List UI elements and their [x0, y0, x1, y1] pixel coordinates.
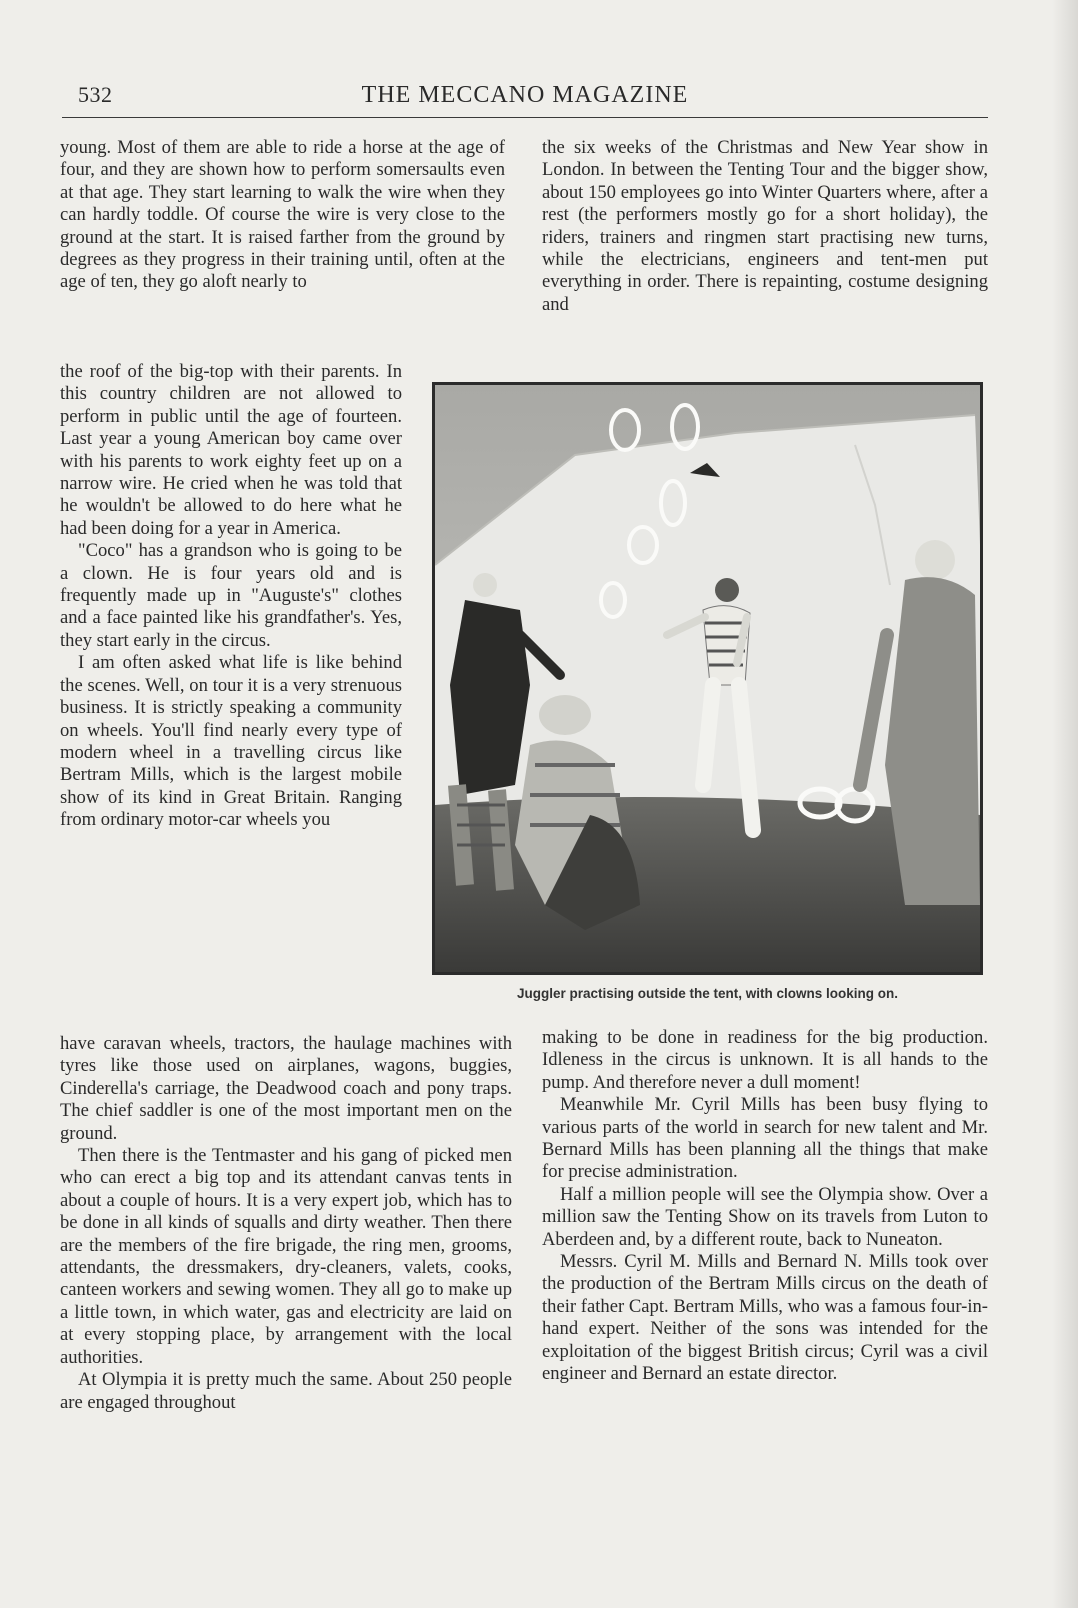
magazine-title: THE MECCANO MAGAZINE: [361, 82, 689, 108]
right-column-top: [542, 137, 988, 316]
paragraph: Messrs. Cyril M. Mills and Bernard N. Mills took over the production of the Bertram Mills circus on the death of their father Capt. Bertram Mills, who was a famous four-in-hand expert. Neither of the sons was intended for the exploitation of the biggest British circus; Cyril was a civil engineer and Bernard an estate director.: [542, 1251, 988, 1385]
paragraph: the six weeks of the Christmas and New Year show in London. In between the Tenting Tour and the bigger show, about 150 employees go into Winter Quarters where, after a rest (the performers mostly go for a short holiday), the riders, trainers and ringmen start practising new turns, while the electricians, engineers and tent-men put everything in order. There is repainting, costume designing and: [542, 137, 988, 315]
page-number: 532: [78, 82, 113, 107]
paragraph: "Coco" has a grandson who is going to be a clown. He is four years old and is frequently made up in "Auguste's" clothes and a face painted like his grandfather's. Yes, they start early in the circus.: [60, 540, 402, 651]
paragraph: Half a million people will see the Olympia show. Over a million saw the Tenting Show on its travels from Luton to Aberdeen and, by a different route, back to Nuneaton.: [542, 1183, 988, 1250]
page-header: [62, 82, 988, 116]
page-edge-shadow: [1052, 0, 1078, 1608]
right-column-bottom: [542, 1027, 988, 1386]
paragraph: young. Most of them are able to ride a horse at the age of four, and they are shown how to perform somersaults even at that age. They start learning to walk the wire when they can hardly toddle. Of course the wire is very close to the ground at the start. It is raised farther from the ground by degrees as they progress in their training until, often at the age of ten, they go aloft nearly to: [60, 137, 505, 293]
juggler-photo: [432, 382, 983, 975]
left-column-beside-photo: [60, 361, 402, 832]
paragraph: Meanwhile Mr. Cyril Mills has been busy flying to various parts of the world in search for new talent and Mr. Bernard Mills has been planning all the things that make for precise administration.: [542, 1094, 988, 1183]
paragraph: the roof of the big-top with their parents. In this country children are not allowed to perform in public until the age of fourteen. Last year a young American boy came over with his parents to work eighty feet up on a narrow wire. He cried when he was told that he wouldn't be allowed to do here what he had been doing for a year in America.: [60, 361, 402, 539]
photo-illustration: [435, 385, 980, 972]
paragraph: making to be done in readiness for the big production. Idleness in the circus is unknown. It is all hands to the pump. And therefore never a dull moment!: [542, 1027, 988, 1093]
photo-caption: Juggler practising outside the tent, with clowns looking on.: [516, 986, 899, 1001]
header-rule: [62, 117, 988, 118]
paragraph: Then there is the Tentmaster and his gang of picked men who can erect a big top and its attendant canvas tents in about a couple of hours. It is a very expert job, which has to be done in all kinds of squalls and dirty weather. Then there are the members of the fire brigade, the ring men, grooms, attendants, the dressmakers, dry-cleaners, valets, cooks, canteen workers and sewing women. They all go to make up a little town, in which water, gas and electricity are laid on at every stopping place, by arrangement with the local authorities.: [60, 1145, 512, 1368]
paragraph: At Olympia it is pretty much the same. About 250 people are engaged throughout: [60, 1369, 512, 1413]
paragraph: I am often asked what life is like behind the scenes. Well, on tour it is a very strenuous business. It is strictly speaking a community on wheels. You'll find nearly every type of modern wheel in a travelling circus like Bertram Mills, which is the largest mobile show of its kind in Great Britain. Ranging from ordinary motor-car wheels you: [60, 652, 402, 831]
left-column-bottom: [60, 1033, 512, 1414]
paragraph: have caravan wheels, tractors, the haulage machines with tyres like those used on airplanes, wagons, buggies, Cinderella's carriage, the Deadwood coach and pony traps. The chief saddler is one of the most important men on the ground.: [60, 1033, 512, 1144]
left-column-top: [60, 137, 505, 294]
